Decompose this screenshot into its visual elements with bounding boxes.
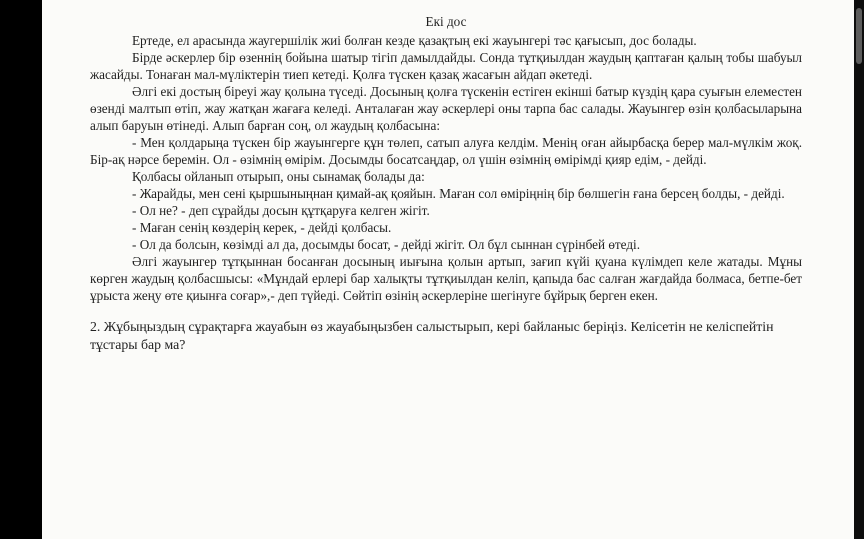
paragraph-5: Әлгі жауынгер тұтқыннан босанған досының иығына қолын артып, зағип күйі қуана күлімдеп келе жатады. Мұны көрген жаудың қолбасшысы: «Мұндай ерлері бар халықты тұтқиылдан келіп, қапыда бас салған жағдайда болмаса, бетпе-бет ұрыста жеңу өте қиынға соғар»,- деп түйеді. Сөйтіп өзінің әскерлеріне шегінуге бұйрық берген екен.	[90, 254, 802, 303]
paragraph-1: Ертеде, ел арасында жаугершілік жиі болған кезде қазақтың екі жауынгері тәс қағысып, дос болады.	[132, 33, 697, 48]
paragraph-4: Қолбасы ойланып отырып, оны сынамақ болады да:	[132, 169, 425, 184]
document-page	[42, 0, 854, 539]
dialogue-line-5: - Ол да болсын, көзімді ал да, досымды босат, - дейді жігіт. Ол бұл сыннан сүрінбей өтеді.	[132, 237, 641, 252]
paragraph-gap	[90, 304, 802, 318]
document-content	[90, 13, 802, 354]
scrollbar-thumb[interactable]	[856, 8, 862, 64]
dialogue-line-4: - Маған сенің көздерің керек, - дейді қолбасы.	[132, 220, 392, 235]
vertical-scrollbar[interactable]	[854, 0, 864, 539]
dialogue-line-3: - Ол не? - деп сұрайды досын құтқаруға келген жігіт.	[132, 203, 430, 218]
paragraph-2: Бірде әскерлер бір өзеннің бойына шатыр тігіп дамылдайды. Сонда тұтқиылдан жаудың қаптаған қалың тобы шабуыл жасайды. Тонаған мал-мүліктерін тиеп кетеді. Қолға түскен қазақ жасағын айдап әкетеді.	[90, 50, 802, 82]
question-text: 2. Жұбыңыздың сұрақтарға жауабын өз жауабыңызбен салыстырып, кері байланыс беріңіз. Келісетін не келіспейтін тұстары бар ма?	[90, 319, 774, 352]
paragraph-3: Әлгі екі достың біреуі жау қолына түседі. Досының қолға түскенін естіген екінші батыр күздің қара суығын елеместен өзенді малтып өтіп, жау жатқан жағаға келеді. Анталаған жау әскерлері оны тарпа бас салады. Жауынгер өзін қолбасыларына алып баруын өтінеді. Алып барған соң, ол жаудың қолбасына:	[90, 84, 802, 133]
story-title: Екі дос	[425, 14, 467, 29]
cropped-previous-line	[140, 0, 590, 5]
dialogue-line-2: - Жарайды, мен сені қыршыныңнан қимай-ақ қояйын. Маған сол өміріңнің бір бөлшегін ғана берсең болды, - дейді.	[132, 186, 785, 201]
dialogue-line-1: - Мен қолдарыңа түскен бір жауынгерге құн төлеп, сатып алуға келдім. Менің оған айырбасқа берер мал-мүлкім жоқ. Бір-ақ нәрсе беремін. Ол - өзімнің өмірім. Досымды босатсаңдар, ол үшін өзімнің өмірімді қияр едім, - дейді.	[90, 135, 802, 167]
